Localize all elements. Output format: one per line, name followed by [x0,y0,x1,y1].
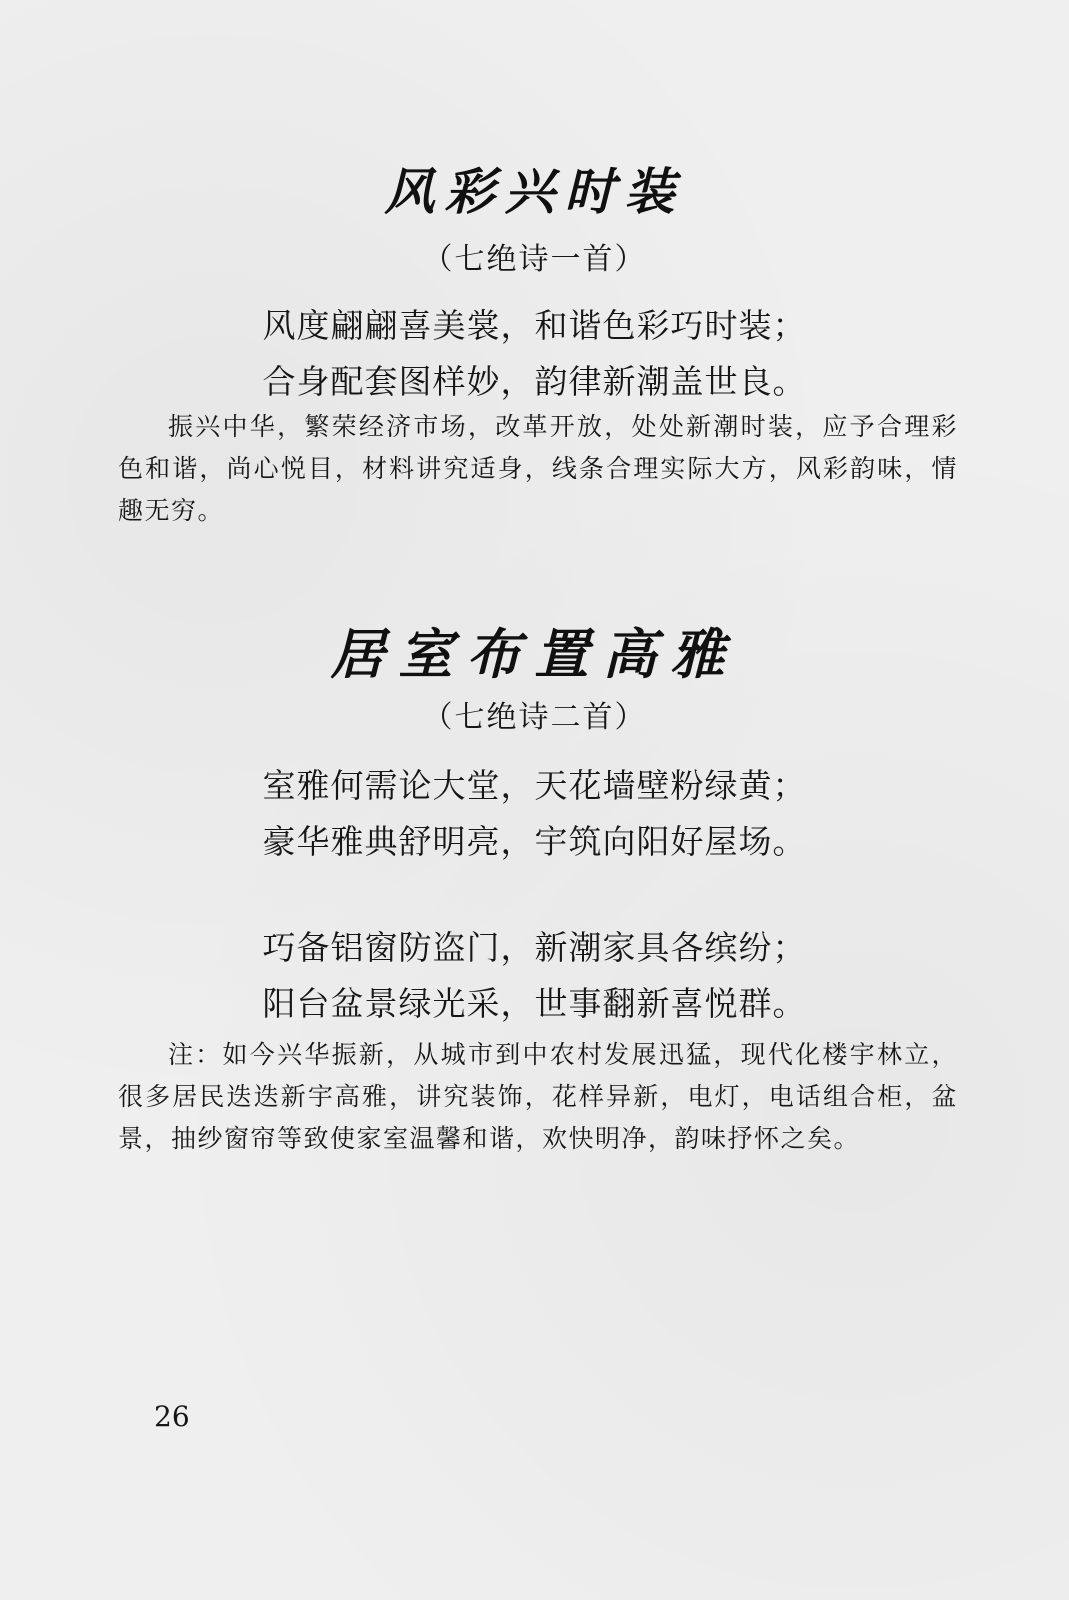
poem1-line-2: 合身配套图样妙，韵律新潮盖世良。 [262,362,807,401]
poem2-subtitle: （七绝诗二首） [422,700,647,735]
poem2-line-1: 室雅何需论大堂，天花墙壁粉绿黄； [262,766,807,805]
poem1-note: 振兴中华，繁荣经济市场，改革开放，处处新潮时装，应予合理彩色和谐，尚心悦目，材料讲究适身，线条合理实际大方，风彩韵味，情趣无穷。 [118,412,958,525]
page-number: 26 [154,1400,190,1433]
poem2-title: 居室布置高雅 [330,622,739,686]
poem1-line-1: 风度翩翩喜美裳，和谐色彩巧时装； [262,306,807,345]
poem2-line-3: 巧备铝窗防盗门，新潮家具各缤纷； [262,928,807,967]
poem1-subtitle: （七绝诗一首） [422,242,647,277]
poem2-note: 注：如今兴华振新，从城市到中农村发展迅猛，现代化楼宇林立，很多居民迭迭新宇高雅，讲究装饰，花样异新，电灯，电话组合柜，盆景，抽纱窗帘等致使家室温馨和谐，欢快明净，韵味抒怀之矣。 [118,1040,958,1153]
poem2-line-2: 豪华雅典舒明亮，宇筑向阳好屋场。 [262,822,807,861]
poem2-line-4: 阳台盆景绿光采，世事翻新喜悦群。 [262,984,807,1023]
poem1-title: 风彩兴时装 [384,162,685,221]
